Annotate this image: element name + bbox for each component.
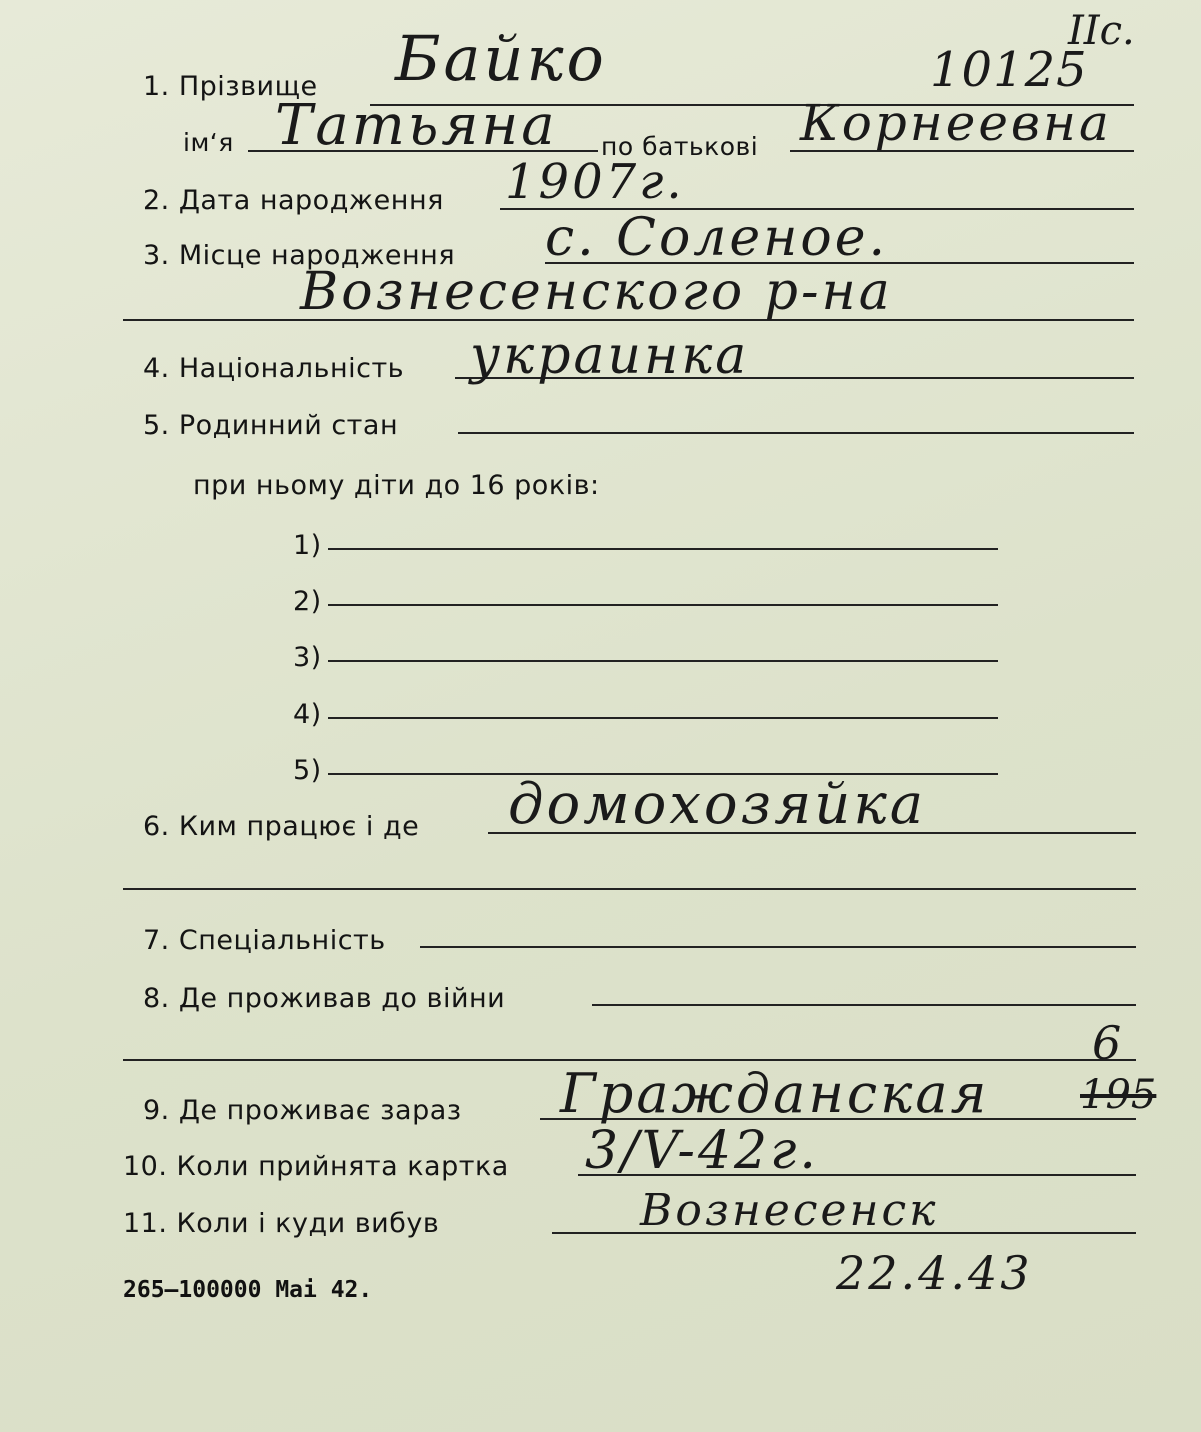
patronymic-value: Корнеевна <box>800 94 1112 152</box>
birth-place-value-2: Вознесенского р-на <box>300 262 893 322</box>
current-residence-value: Гражданская <box>560 1062 990 1125</box>
marital-status-line <box>458 432 1134 434</box>
specialty-line <box>420 946 1136 948</box>
child-4-line <box>328 717 998 719</box>
occupation-line-2 <box>123 888 1136 890</box>
first-name-value: Татьяна <box>275 93 558 158</box>
child-5-label: 5) <box>293 755 322 786</box>
patronymic-label: по батькові <box>601 132 759 161</box>
specialty-label: 7. Спеціальність <box>143 925 386 956</box>
child-1-label: 1) <box>293 530 322 561</box>
birth-place-label: 3. Місце народження <box>143 240 456 271</box>
card-accepted-value: 3/V-42г. <box>585 1121 819 1181</box>
card-number: 10125 <box>930 42 1088 98</box>
departure-place-value: Вознесенск <box>640 1185 939 1236</box>
child-3-line <box>328 660 998 662</box>
birth-date-value: 1907г. <box>505 154 685 210</box>
departure-label: 11. Коли і куди вибув <box>123 1208 440 1239</box>
nationality-value: украинка <box>470 326 750 386</box>
departure-date-value: 22.4.43 <box>836 1246 1033 1300</box>
prewar-residence-line-2 <box>123 1059 1136 1061</box>
card-number-suffix: ІІс. <box>1068 8 1135 54</box>
occupation-label: 6. Ким працює і де <box>143 811 420 842</box>
surname-value: Байко <box>395 22 607 95</box>
card-accepted-label: 10. Коли прийнята картка <box>123 1151 509 1182</box>
prewar-residence-label: 8. Де проживав до війни <box>143 983 506 1014</box>
current-residence-label: 9. Де проживає зараз <box>143 1095 462 1126</box>
first-name-label: ім‘я <box>183 128 234 157</box>
current-residence-crossed-number: 195 <box>1080 1072 1157 1118</box>
child-4-label: 4) <box>293 699 322 730</box>
birth-date-label: 2. Дата народження <box>143 185 444 216</box>
surname-label: 1. Прізвище <box>143 71 318 102</box>
children-label: при ньому діти до 16 років: <box>193 470 600 501</box>
prewar-number-correction: 6 <box>1092 1016 1125 1070</box>
child-1-line <box>328 548 998 550</box>
nationality-label: 4. Національність <box>143 353 405 384</box>
birth-place-value-1: с. Соленое. <box>545 208 889 268</box>
child-3-label: 3) <box>293 642 322 673</box>
child-2-line <box>328 604 998 606</box>
occupation-value: домохозяйка <box>508 772 927 837</box>
marital-status-label: 5. Родинний стан <box>143 410 399 441</box>
child-2-label: 2) <box>293 586 322 617</box>
prewar-residence-line-1 <box>592 1004 1136 1006</box>
print-code: 265–100000 Маі 42. <box>123 1277 373 1303</box>
